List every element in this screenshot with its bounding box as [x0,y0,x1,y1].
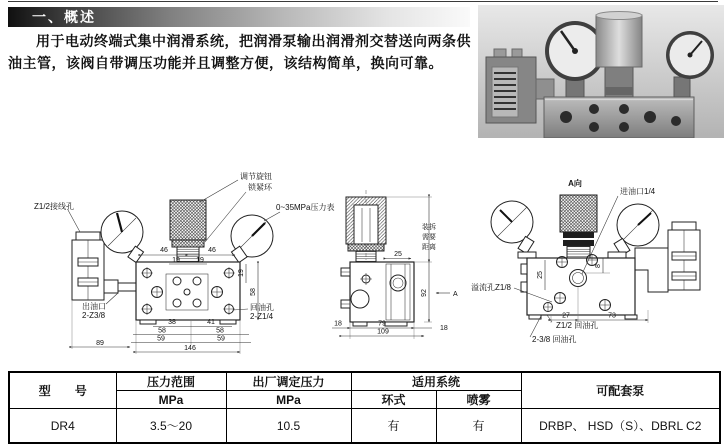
col-pumps: 可配套泵 [521,372,720,409]
svg-text:59: 59 [217,335,225,343]
cell-ring-type: 有 [351,409,436,444]
side-adjust-knob [346,197,386,262]
view-a-arrow-label: A [453,291,458,298]
overview-paragraph: 用于电动终端式集中润滑系统，把润滑泵输出润滑剂交替送向两条供油主管，该阀自带调压功能并且调整方便，该结构简单，换向可靠。 [8,33,471,71]
svg-text:46: 46 [160,247,168,254]
return-hole-z12-label: Z1/2 回油孔 [556,321,599,330]
spec-table [8,371,721,444]
svg-text:25: 25 [537,271,544,279]
svg-text:18: 18 [440,325,448,332]
svg-text:46: 46 [208,247,216,254]
svg-text:25: 25 [394,251,402,258]
svg-text:92: 92 [421,289,428,297]
col-factory-set-unit: MPa [226,391,351,409]
cell-factory-set: 10.5 [226,409,351,444]
cell-pumps: DRBP、 HSD（S）、DBRL C2 [521,409,720,444]
svg-text:19: 19 [172,257,180,264]
col-pressure-range-unit: MPa [116,391,226,409]
svg-text:79: 79 [378,320,386,328]
svg-text:41: 41 [207,319,215,326]
svg-text:27: 27 [562,312,570,320]
svg-text:距离: 距离 [422,244,436,251]
technical-drawing [0,152,727,370]
col-ring-type: 环式 [351,391,436,409]
view-a-left-gauge [491,201,536,258]
svg-text:146: 146 [184,345,196,352]
oil-outlet-label: 出油口 [82,302,106,311]
svg-text:58: 58 [250,288,257,296]
wiring-hole-label: Z1/2接线孔 [34,202,75,211]
oil-inlet-label: 进油口1/4 [620,187,656,196]
return-hole-238-label: 2-3/8 回油孔 [532,335,577,344]
oil-outlet-size: 2-Z3/8 [82,311,106,320]
oil-return-size: 2-Z1/4 [250,312,274,321]
gauge-range-label: 0~35MPa压力表 [276,203,335,212]
svg-text:19: 19 [238,269,245,277]
clearance-note: 装拆 [422,224,436,231]
col-spray: 喷雾 [436,391,521,409]
side-valve-body [341,262,414,326]
table-row [9,409,720,444]
svg-text:18: 18 [334,320,342,328]
section-title: 一、概述 [32,9,96,25]
col-applicable-system: 适用系统 [351,372,521,391]
photo-valve-block [544,97,694,138]
view-a [471,178,700,344]
page-top-rule [8,1,718,2]
view-a-valve-block [521,254,637,319]
front-valve-block [136,262,240,324]
svg-text:38: 38 [168,319,176,326]
cell-model: DR4 [9,409,116,444]
front-junction-box [72,232,104,300]
svg-text:58: 58 [158,327,166,335]
cell-spray: 有 [436,409,521,444]
svg-text:109: 109 [377,328,389,336]
lock-ring-label: 锁紧环 [248,183,272,192]
front-left-gauge [101,211,144,263]
svg-text:59: 59 [157,335,165,343]
col-factory-set: 出厂调定压力 [226,372,351,391]
svg-text:19: 19 [196,257,204,264]
svg-text:89: 89 [96,340,104,347]
svg-text:需要: 需要 [422,234,436,241]
svg-text:73: 73 [608,312,616,320]
side-view [332,190,458,339]
col-model: 型 号 [9,372,116,409]
front-adjust-knob [170,200,206,262]
view-a-adjust-knob [560,195,597,258]
overflow-hole-label: 溢流孔Z1/8 [471,283,512,292]
col-pressure-range: 压力范围 [116,372,226,391]
front-right-gauge [231,215,273,263]
oil-return-label: 回油孔 [250,303,274,312]
svg-text:58: 58 [216,327,224,335]
adjust-knob-label: 调节旋钮 [240,172,272,181]
svg-text:8: 8 [595,264,602,268]
product-photo [478,5,724,138]
front-view [34,171,334,354]
view-a-title: A向 [568,179,582,188]
section-header-bar [8,7,470,27]
cell-pressure-range: 3.5～20 [116,409,226,444]
